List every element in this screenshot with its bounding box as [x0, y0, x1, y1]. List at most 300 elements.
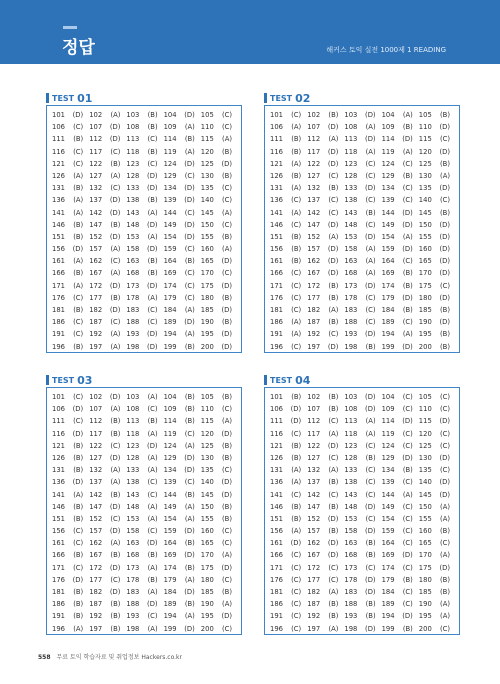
answer-cell [270, 328, 307, 340]
answer-cell [201, 623, 238, 635]
answer-choice: (C) [365, 318, 376, 327]
answer-choice: (B) [147, 147, 158, 156]
question-number: 109 [163, 405, 177, 414]
question-number: 133 [344, 466, 358, 475]
question-number: 144 [381, 490, 395, 499]
answer-cell [344, 133, 381, 145]
answer-cell [344, 267, 381, 279]
answer-choice: (C) [73, 527, 84, 536]
question-number: 168 [344, 269, 358, 278]
answer-cell [419, 501, 456, 513]
answer-choice: (A) [365, 147, 376, 156]
question-number: 159 [381, 527, 395, 536]
question-number: 154 [381, 514, 395, 523]
answer-choice: (C) [328, 330, 339, 339]
question-number: 189 [163, 600, 177, 609]
answer-cell [270, 440, 307, 452]
answer-choice: (B) [328, 281, 339, 290]
answer-cell [201, 280, 238, 292]
answer-cell [270, 598, 307, 610]
test-number: 02 [295, 92, 311, 105]
answer-choice: (C) [147, 306, 158, 314]
answer-choice: (C) [291, 196, 302, 205]
answer-choice: (D) [402, 135, 413, 144]
answer-cell [126, 452, 163, 464]
question-number: 131 [270, 184, 283, 193]
answer-choice: (C) [184, 281, 195, 290]
question-number: 164 [381, 539, 395, 548]
question-number: 197 [307, 342, 321, 351]
question-number: 106 [52, 123, 65, 132]
question-number: 184 [163, 306, 177, 314]
question-number: 115 [418, 135, 432, 144]
question-number: 158 [344, 527, 358, 536]
question-number: 191 [270, 330, 283, 339]
question-number: 116 [270, 147, 283, 156]
answer-cell [419, 341, 456, 353]
answer-choice: (A) [73, 196, 84, 205]
answer-cell [126, 255, 163, 267]
answer-cell [89, 440, 126, 452]
question-number: 114 [381, 417, 395, 426]
answer-cell [164, 598, 201, 610]
question-number: 110 [418, 123, 432, 132]
answer-cell [126, 280, 163, 292]
answer-choice: (A) [184, 514, 195, 523]
answer-choice: (C) [402, 514, 413, 523]
answer-cell [382, 328, 419, 340]
answer-choice: (B) [73, 306, 84, 314]
answer-choice: (A) [365, 257, 376, 266]
answer-choice: (D) [365, 588, 376, 596]
question-number: 104 [381, 111, 395, 119]
answer-cell [164, 280, 201, 292]
answer-cell [201, 146, 238, 158]
answer-choice: (A) [110, 405, 121, 414]
answer-choice: (D) [109, 393, 121, 401]
answer-choice: (A) [328, 135, 339, 144]
answer-choice: (C) [439, 405, 450, 414]
question-number: 151 [52, 514, 65, 523]
answer-choice: (D) [290, 539, 302, 548]
question-number: 119 [163, 429, 177, 438]
test-prefix: TEST [270, 376, 293, 385]
answer-cell [52, 280, 89, 292]
question-number: 103 [126, 393, 140, 401]
answer-cell [382, 501, 419, 513]
answer-cell [419, 440, 456, 452]
answer-cell [201, 341, 238, 353]
answer-choice: (D) [184, 220, 195, 229]
answer-cell [419, 415, 456, 427]
question-number: 109 [381, 123, 395, 132]
answer-choice: (C) [439, 281, 450, 290]
answer-cell [89, 598, 126, 610]
question-number: 188 [344, 600, 358, 609]
answer-choice: (C) [328, 196, 339, 205]
question-number: 187 [89, 600, 103, 609]
answer-cell [419, 623, 456, 635]
answer-cell [52, 109, 89, 121]
answer-choice: (B) [73, 441, 84, 450]
answer-choice: (D) [221, 429, 232, 438]
question-number: 199 [381, 624, 395, 633]
question-number: 113 [126, 135, 140, 144]
answer-cell [164, 623, 201, 635]
answer-cell [307, 341, 344, 353]
answer-choice: (B) [402, 269, 413, 278]
answer-choice: (A) [73, 257, 84, 266]
answer-cell [201, 219, 238, 231]
question-number: 141 [270, 208, 283, 217]
answer-cell [201, 489, 238, 501]
question-number: 163 [344, 257, 358, 266]
label-marker [46, 375, 49, 385]
answer-choice: (B) [110, 429, 121, 438]
answer-cell [270, 428, 307, 440]
question-number: 118 [126, 147, 140, 156]
answer-cell [307, 489, 344, 501]
question-number: 116 [52, 429, 65, 438]
answer-choice: (C) [439, 135, 450, 144]
question-number: 122 [307, 441, 321, 450]
answer-grid [270, 391, 456, 635]
answer-choice: (D) [72, 111, 84, 119]
answer-cell [270, 182, 307, 194]
question-number: 141 [270, 490, 283, 499]
question-number: 110 [200, 123, 214, 132]
question-number: 178 [126, 575, 140, 584]
answer-cell [419, 513, 456, 525]
question-number: 172 [307, 281, 321, 290]
answer-choice: (B) [402, 123, 413, 132]
question-number: 158 [344, 245, 358, 254]
question-number: 138 [126, 478, 140, 487]
question-number: 123 [344, 441, 358, 450]
answer-cell [201, 121, 238, 133]
answer-choice: (C) [402, 429, 413, 438]
answer-choice: (C) [402, 441, 413, 450]
answer-cell [307, 452, 344, 464]
answer-choice: (A) [222, 135, 232, 144]
question-number: 110 [418, 405, 432, 414]
answer-cell [382, 489, 419, 501]
question-number: 157 [89, 245, 103, 254]
question-number: 184 [381, 588, 395, 596]
answer-cell [201, 292, 238, 304]
answer-choice: (D) [221, 563, 232, 572]
answer-choice: (D) [439, 123, 450, 132]
question-number: 154 [163, 514, 177, 523]
answer-cell [126, 549, 163, 561]
answer-choice: (A) [365, 269, 376, 278]
answer-cell [344, 501, 381, 513]
answer-choice: (D) [402, 245, 413, 254]
question-number: 124 [163, 159, 177, 168]
answer-cell [419, 428, 456, 440]
question-number: 130 [200, 171, 214, 180]
question-number: 193 [126, 330, 140, 339]
answer-cell [164, 586, 201, 598]
question-number: 104 [163, 393, 177, 401]
question-number: 130 [200, 453, 214, 462]
answer-cell [89, 267, 126, 279]
question-number: 119 [381, 147, 395, 156]
question-number: 117 [89, 147, 103, 156]
answer-cell [89, 489, 126, 501]
answer-cell [126, 403, 163, 415]
answer-choice: (A) [291, 159, 302, 168]
answer-choice: (B) [291, 393, 302, 401]
answer-box [264, 105, 460, 353]
question-number: 134 [381, 184, 395, 193]
answer-choice: (C) [147, 159, 158, 168]
answer-cell [344, 403, 381, 415]
answer-cell [344, 574, 381, 586]
answer-cell [419, 598, 456, 610]
question-number: 105 [200, 111, 214, 119]
answer-cell [382, 255, 419, 267]
answer-choice: (B) [184, 393, 195, 401]
answer-choice: (D) [402, 342, 413, 351]
answer-choice: (A) [291, 330, 302, 339]
question-number: 152 [307, 232, 321, 241]
answer-cell [382, 537, 419, 549]
answer-choice: (C) [365, 196, 376, 205]
question-number: 144 [381, 208, 395, 217]
question-number: 144 [163, 208, 177, 217]
answer-cell [270, 341, 307, 353]
answer-cell [164, 574, 201, 586]
question-number: 115 [200, 135, 214, 144]
answer-cell [52, 391, 89, 403]
answer-cell [89, 255, 126, 267]
answer-cell [52, 610, 89, 622]
answer-cell [419, 170, 456, 182]
question-number: 117 [307, 147, 321, 156]
question-number: 188 [126, 600, 140, 609]
question-number: 111 [52, 135, 65, 144]
answer-choice: (A) [440, 171, 450, 180]
question-number: 163 [126, 257, 140, 266]
question-number: 125 [418, 441, 432, 450]
answer-choice: (A) [328, 624, 339, 633]
answer-choice: (B) [328, 502, 339, 511]
answer-cell [201, 610, 238, 622]
answer-cell [270, 586, 307, 598]
question-number: 101 [270, 393, 283, 401]
answer-choice: (C) [402, 588, 413, 596]
question-number: 180 [418, 293, 432, 302]
question-number: 165 [418, 539, 432, 548]
answer-cell [126, 464, 163, 476]
answer-choice: (D) [109, 306, 121, 314]
answer-cell [52, 501, 89, 513]
question-number: 186 [52, 600, 65, 609]
answer-cell [344, 207, 381, 219]
answer-cell [344, 328, 381, 340]
question-number: 139 [381, 478, 395, 487]
answer-choice: (B) [184, 135, 195, 144]
question-number: 171 [270, 563, 283, 572]
question-number: 107 [307, 123, 321, 132]
question-number: 110 [200, 405, 214, 414]
question-number: 119 [381, 429, 395, 438]
answer-cell [89, 146, 126, 158]
answer-choice: (A) [365, 417, 376, 426]
answer-choice: (B) [222, 453, 232, 462]
answer-choice: (C) [439, 441, 450, 450]
answer-choice: (C) [402, 478, 413, 487]
question-number: 194 [381, 612, 395, 621]
answer-cell [270, 219, 307, 231]
question-number: 176 [52, 293, 65, 302]
answer-cell [307, 562, 344, 574]
question-number: 188 [126, 318, 140, 327]
question-number: 107 [89, 123, 103, 132]
answer-choice: (C) [110, 257, 121, 266]
question-number: 171 [270, 281, 283, 290]
answer-choice: (A) [291, 478, 302, 487]
answer-choice: (C) [328, 208, 339, 217]
answer-cell [201, 304, 238, 316]
answer-cell [89, 610, 126, 622]
answer-choice: (D) [147, 539, 158, 548]
answer-cell [382, 403, 419, 415]
answer-choice: (A) [291, 466, 302, 475]
answer-cell [89, 391, 126, 403]
answer-choice: (B) [184, 490, 195, 499]
answer-cell [164, 440, 201, 452]
test-prefix: TEST [52, 94, 75, 103]
answer-choice: (C) [439, 429, 450, 438]
answer-cell [270, 109, 307, 121]
answer-choice: (B) [147, 417, 158, 426]
answer-cell [382, 304, 419, 316]
test-label [46, 88, 242, 104]
answer-choice: (D) [184, 196, 195, 205]
answer-choice: (C) [291, 111, 302, 119]
answer-choice: (A) [110, 171, 121, 180]
answer-choice: (C) [147, 135, 158, 144]
answer-cell [201, 182, 238, 194]
answer-cell [89, 158, 126, 170]
answer-cell [270, 146, 307, 158]
page-title: 정답 [62, 38, 95, 58]
answer-cell [270, 207, 307, 219]
test-label [264, 88, 460, 104]
answer-cell [270, 292, 307, 304]
question-number: 112 [307, 135, 321, 144]
answer-choice: (C) [291, 551, 302, 560]
question-number: 196 [270, 342, 283, 351]
question-number: 175 [200, 281, 214, 290]
answer-choice: (D) [184, 318, 195, 327]
answer-cell [382, 133, 419, 145]
answer-cell [270, 610, 307, 622]
question-number: 130 [418, 453, 432, 462]
answer-choice: (B) [73, 502, 84, 511]
answer-cell [307, 440, 344, 452]
answer-choice: (A) [184, 306, 195, 314]
question-number: 169 [163, 269, 177, 278]
question-number: 151 [52, 232, 65, 241]
answer-choice: (C) [221, 539, 232, 548]
question-number: 146 [270, 502, 283, 511]
answer-choice: (D) [402, 208, 413, 217]
answer-choice: (B) [147, 111, 158, 119]
question-number: 151 [270, 514, 283, 523]
question-number: 169 [163, 551, 177, 560]
question-number: 138 [344, 196, 358, 205]
question-number: 132 [307, 466, 321, 475]
answer-choice: (C) [365, 563, 376, 572]
question-number: 109 [381, 405, 395, 414]
answer-cell [419, 255, 456, 267]
question-number: 105 [418, 111, 432, 119]
question-number: 142 [307, 208, 321, 217]
answer-choice: (C) [291, 293, 302, 302]
answer-cell [126, 146, 163, 158]
question-number: 156 [270, 527, 283, 536]
answer-cell [89, 133, 126, 145]
answer-choice: (A) [110, 245, 121, 254]
question-number: 147 [89, 220, 103, 229]
test-section [264, 370, 460, 635]
answer-choice: (D) [147, 600, 158, 609]
answer-cell [270, 133, 307, 145]
question-number: 106 [270, 123, 283, 132]
question-number: 145 [418, 490, 432, 499]
answer-choice: (B) [291, 232, 302, 241]
question-number: 165 [200, 257, 214, 266]
answer-cell [382, 623, 419, 635]
answer-grid [52, 109, 238, 353]
answer-choice: (D) [327, 441, 339, 450]
answer-cell [307, 182, 344, 194]
answer-choice: (B) [402, 171, 413, 180]
question-number: 114 [381, 135, 395, 144]
answer-choice: (B) [184, 563, 195, 572]
question-number: 118 [344, 429, 358, 438]
answer-choice: (C) [221, 624, 232, 633]
answer-cell [270, 121, 307, 133]
answer-cell [344, 489, 381, 501]
question-number: 127 [89, 171, 103, 180]
answer-cell [126, 574, 163, 586]
answer-cell [307, 501, 344, 513]
answer-choice: (D) [327, 551, 339, 560]
answer-cell [52, 170, 89, 182]
question-number: 128 [344, 453, 358, 462]
answer-choice: (C) [439, 393, 450, 401]
question-number: 122 [89, 159, 103, 168]
question-number: 200 [200, 624, 214, 633]
answer-choice: (D) [365, 184, 376, 193]
answer-choice: (B) [73, 232, 84, 241]
question-number: 196 [52, 624, 65, 633]
answer-cell [382, 341, 419, 353]
question-number: 175 [418, 563, 432, 572]
answer-choice: (B) [440, 208, 450, 217]
answer-choice: (D) [72, 405, 84, 414]
answer-cell [89, 623, 126, 635]
question-number: 107 [89, 405, 103, 414]
question-number: 120 [418, 429, 432, 438]
answer-choice: (A) [110, 466, 121, 475]
answer-cell [307, 304, 344, 316]
answer-cell [419, 158, 456, 170]
